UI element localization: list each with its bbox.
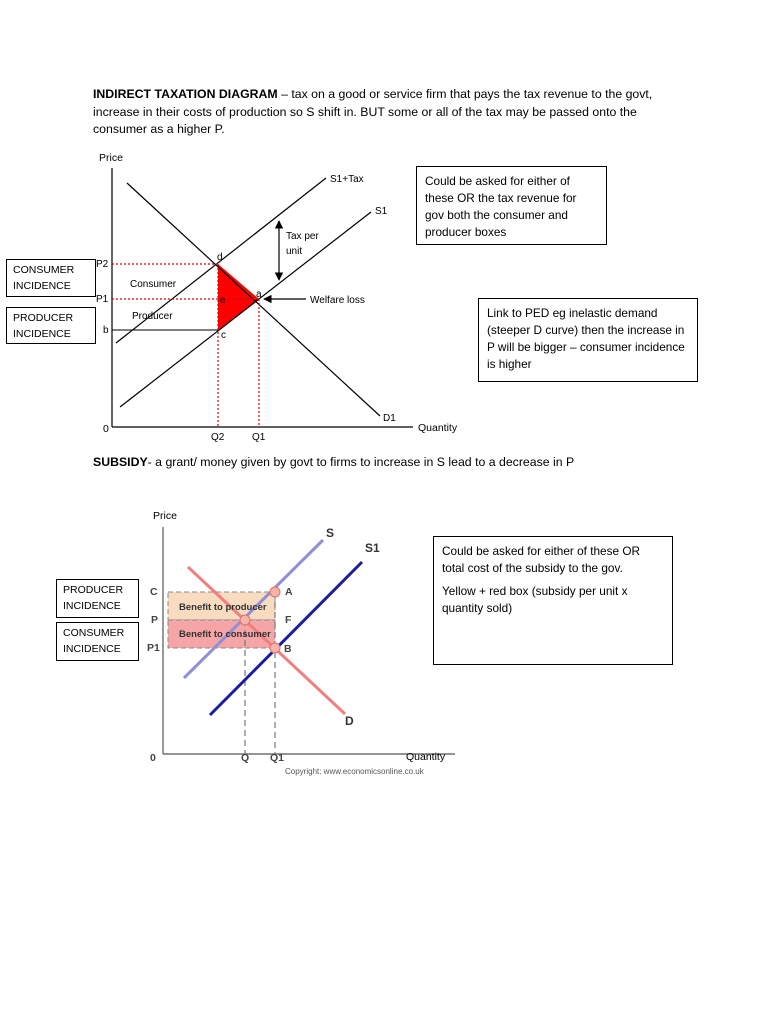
subsidy-note-text-2: Yellow + red box (subsidy per unit x quantity sold) <box>442 584 628 615</box>
tax-per-unit-label-2: unit <box>286 246 303 257</box>
subsidy-consumer-incidence-label: CONSUMER INCIDENCE <box>63 627 125 655</box>
q2-label: Q2 <box>211 432 225 443</box>
tax-y-axis-label: Price <box>99 152 123 164</box>
point-equilibrium-marker <box>240 615 250 625</box>
c-label: C <box>150 586 158 598</box>
d1-label: D1 <box>383 413 396 424</box>
producer-incidence-label: PRODUCER INCIDENCE <box>13 312 74 340</box>
p1-subsidy-label: P1 <box>147 642 160 654</box>
q-label: Q <box>241 752 250 764</box>
subsidy-origin-label: 0 <box>150 752 156 764</box>
subsidy-heading: SUBSIDY <box>93 455 148 469</box>
q1-subsidy-label: Q1 <box>270 752 285 764</box>
subsidy-y-axis-label: Price <box>153 510 177 522</box>
s1-label: S1 <box>375 206 388 217</box>
tax-per-unit-label-1: Tax per <box>286 231 319 242</box>
point-e-label: e <box>220 295 226 306</box>
point-a-subsidy-label: A <box>285 586 293 598</box>
tax-note-text: Could be asked for either of these OR the tax revenue for gov both the consumer and producer boxes <box>425 174 577 239</box>
subsidy-producer-incidence-label: PRODUCER INCIDENCE <box>63 584 124 612</box>
benefit-to-producer-label: Benefit to producer <box>179 602 267 613</box>
subsidy-note-text-1: Could be asked for either of these OR total cost of the subsidy to the gov. <box>442 544 641 575</box>
b-label: b <box>103 325 109 336</box>
consumer-incidence-label: CONSUMER INCIDENCE <box>13 264 75 292</box>
consumer-area-label: Consumer <box>130 279 177 290</box>
subsidy-intro-text: - a grant/ money given by govt to firms to increase in S lead to a decrease in P <box>147 455 575 469</box>
d-curve-label: D <box>345 714 354 728</box>
s1-curve-label: S1 <box>365 541 380 555</box>
tax-heading: INDIRECT TAXATION DIAGRAM <box>93 87 278 101</box>
subsidy-x-axis-label: Quantity <box>406 751 446 763</box>
tax-intro-text: – tax on a good or service firm that pays the tax revenue to the govt, increase in their costs of production so S shift in. BUT some or all of the tax may be passed onto the consumer as a higher P. <box>93 87 653 136</box>
s1-tax-label: S1+Tax <box>330 174 364 185</box>
benefit-to-consumer-label: Benefit to consumer <box>179 629 271 640</box>
point-a-marker <box>270 587 280 597</box>
point-c-label: c <box>221 330 226 341</box>
p1-label: P1 <box>96 294 109 305</box>
p2-label: P2 <box>96 259 109 270</box>
point-b-subsidy-label: B <box>284 643 292 655</box>
ped-note-text: Link to PED eg inelastic demand (steeper D curve) then the increase in P will be bigger – consumer incidence is higher <box>487 306 685 371</box>
tax-origin-label: 0 <box>103 423 109 435</box>
q1-label: Q1 <box>252 432 266 443</box>
point-d-label: d <box>217 252 223 263</box>
point-f-label: F <box>285 614 292 626</box>
point-b-marker <box>270 643 280 653</box>
welfare-loss-label: Welfare loss <box>310 295 365 306</box>
producer-area-label: Producer <box>132 311 173 322</box>
p-label: P <box>151 614 159 626</box>
copyright-text: Copyright: www.economicsonline.co.uk <box>285 767 424 776</box>
point-a-label: a <box>256 289 262 300</box>
tax-x-axis-label: Quantity <box>418 422 458 434</box>
s-curve-label: S <box>326 526 335 540</box>
